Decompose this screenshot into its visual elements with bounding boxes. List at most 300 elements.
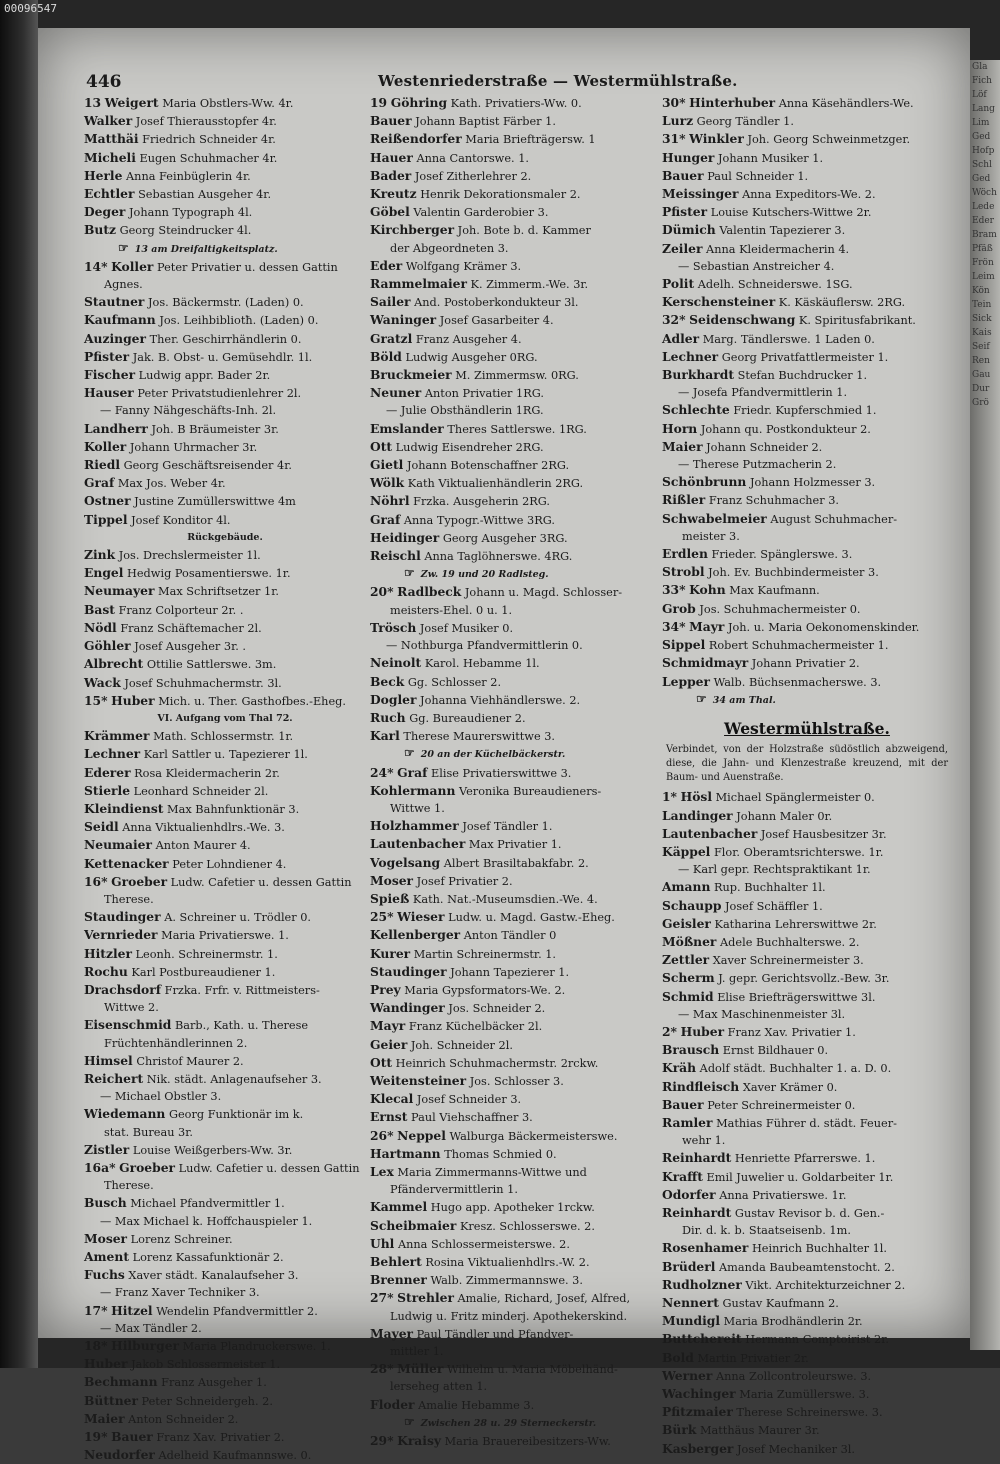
surname: Lautenbacher — [370, 836, 466, 852]
next-page-fragment: Wöch — [972, 188, 997, 198]
surname: Schmidmayr — [662, 655, 749, 671]
entry-details: Franz Xav. Privatier 2. — [156, 1431, 285, 1445]
surname: Krafft — [662, 1168, 703, 1184]
directory-entry — [370, 420, 652, 438]
surname: Walker — [84, 113, 133, 129]
entry-details: Adolf städt. Buchhalter 1. a. D. 0. — [699, 1062, 892, 1076]
directory-entry — [370, 872, 652, 890]
surname: Holzhammer — [370, 818, 459, 834]
entry-continuation: Wittwe 2. — [104, 1001, 159, 1015]
entry-details: Josef Thierausstopfer 4r. — [135, 115, 277, 129]
directory-entry — [370, 384, 652, 402]
surname: Reißendorfer — [370, 131, 462, 147]
surname: Herle — [84, 167, 123, 183]
entry-details: Elise Briefträgerswittwe 3l. — [717, 990, 876, 1004]
directory-entry — [84, 963, 366, 981]
entry-details: Adelheid Kaufmannswe. 0. — [158, 1449, 312, 1463]
entry-details: Rosa Kleidermacherin 2r. — [134, 766, 280, 780]
directory-entry — [662, 1204, 952, 1222]
entry-details: Peter Lohndiener 4. — [172, 857, 287, 871]
surname: Ott — [370, 438, 393, 454]
entry-details: Gg. Schlosser 2. — [407, 675, 502, 689]
entry-details: Ludwig Eisendreher 2RG. — [395, 440, 544, 454]
surname: Maier — [84, 1410, 125, 1426]
directory-entry — [370, 1017, 652, 1035]
surname: Albrecht — [84, 656, 144, 672]
surname: Bold — [662, 1349, 694, 1365]
entry-details: Xaver Schreinermeister 3. — [712, 954, 864, 968]
directory-entry — [84, 1428, 366, 1446]
directory-entry — [370, 709, 652, 727]
house-number: 33* — [662, 582, 686, 598]
entry-details: K. Spiritusfabrikant. — [798, 314, 916, 328]
entry-continuation: Ludwig u. Fritz minderj. Apothekerskind. — [390, 1309, 628, 1323]
surname: Ott — [370, 1054, 393, 1070]
directory-entry — [370, 257, 652, 275]
directory-entry — [84, 926, 366, 944]
directory-entry — [370, 981, 652, 999]
directory-entry — [662, 654, 952, 672]
next-page-edge — [970, 60, 1000, 1350]
entry-details: Paul Tändler und Pfandver- — [416, 1327, 574, 1341]
entry-details: Leonhard Schneider 2l. — [133, 784, 269, 798]
directory-entry — [662, 275, 952, 293]
surname: Rißler — [662, 492, 706, 508]
entry-details: Anna Taglöhnerswe. 4RG. — [424, 550, 573, 564]
entry-details: Anton Maurer 4. — [155, 839, 251, 853]
surname: Busch — [84, 1195, 127, 1211]
surname: Ramler — [662, 1114, 713, 1130]
surname: Fischer — [84, 367, 136, 383]
directory-entry — [84, 456, 366, 474]
next-page-fragment: Kön — [972, 286, 990, 296]
pointing-hand-icon: ☞ — [404, 1414, 415, 1429]
directory-entry — [84, 330, 366, 348]
entry-details: Jak. B. Obst- u. Gemüsehdlr. 1l. — [132, 350, 313, 364]
next-page-fragment: Pfäß — [972, 244, 993, 254]
surname: Eisenschmid — [84, 1017, 172, 1033]
entry-details: Kath. Privatiers-Ww. 0. — [450, 97, 582, 110]
entry-continuation: Agnes. — [104, 278, 143, 292]
directory-entry — [662, 897, 952, 915]
directory-entry — [84, 384, 366, 402]
directory-entry — [662, 1421, 952, 1439]
surname: Göhring — [390, 95, 448, 110]
directory-entry — [370, 1325, 652, 1343]
entry-details: Rup. Buchhalter 1l. — [714, 881, 826, 895]
directory-entry — [370, 492, 652, 510]
entry-details: Hugo app. Apotheker 1rckw. — [430, 1201, 595, 1215]
directory-entry — [662, 112, 952, 130]
directory-entry — [84, 1070, 366, 1088]
pointing-hand-icon: ☞ — [404, 566, 415, 581]
next-page-fragment: Lang — [972, 104, 995, 114]
surname: Schaupp — [662, 897, 722, 913]
entry-details: Leonh. Schreinermstr. 1. — [135, 947, 278, 961]
house-number: 32* — [662, 312, 686, 328]
directory-entry — [662, 366, 952, 384]
entry-details: Louise Kutschers-Wittwe 2r. — [710, 206, 872, 220]
surname: Himsel — [84, 1052, 133, 1068]
entry-continuation: wehr 1. — [682, 1134, 726, 1148]
entry-details: Georg Funktionär im k. — [168, 1108, 304, 1122]
directory-entry — [662, 636, 952, 654]
surname: Drachsdorf — [84, 981, 162, 997]
surname: Micheli — [84, 149, 136, 165]
subsection-label: Rückgebäude. — [187, 531, 263, 543]
surname: Sailer — [370, 294, 411, 310]
directory-entry — [84, 873, 366, 891]
directory-entry — [370, 691, 652, 709]
directory-entry — [370, 945, 652, 963]
entry-details: Wolfgang Krämer 3. — [405, 259, 522, 273]
entry-details: Emil Juwelier u. Goldarbeiter 1r. — [706, 1170, 894, 1184]
next-page-fragment: Grö — [972, 398, 989, 408]
directory-entry — [370, 727, 652, 745]
entry-details: Joh. Schneider 2l. — [410, 1038, 513, 1052]
directory-entry — [370, 1198, 652, 1216]
directory-entry — [370, 1217, 652, 1235]
directory-entry — [370, 1090, 652, 1108]
house-number: 18* — [84, 1338, 108, 1354]
surname: Hartmann — [370, 1145, 441, 1161]
house-number: 29* — [370, 1433, 394, 1449]
surname: Hilburger — [111, 1338, 180, 1354]
surname: Graf — [397, 764, 428, 780]
surname: Bauer — [111, 1429, 153, 1445]
surname: Dogler — [370, 691, 417, 707]
surname: Rammelmaier — [370, 276, 467, 292]
entry-details: Nik. städt. Anlagenaufseher 3. — [146, 1072, 322, 1086]
entry-details: Karl Sattler u. Tapezierer 1l. — [143, 748, 308, 762]
surname: Bader — [370, 167, 412, 183]
corner-stamp: 00096547 — [4, 2, 57, 15]
house-number: 25* — [370, 909, 394, 925]
entry-details: Gustav Revisor b. d. Gen.- — [734, 1206, 885, 1220]
surname: Winkler — [689, 131, 744, 147]
page-number: 446 — [86, 72, 122, 92]
directory-entry — [84, 167, 366, 185]
entry-details: Johann Musiker 1. — [718, 151, 824, 165]
entry-details: Gg. Bureaudiener 2. — [409, 711, 526, 725]
surname: Hunger — [662, 149, 715, 165]
entry-details: Franz Schäftemacher 2l. — [120, 621, 262, 635]
entry-details: Joh. u. Maria Oekonomenskinder. — [727, 620, 920, 634]
directory-entry — [662, 1276, 952, 1294]
entry-details: Joh. Bote b. d. Kammer — [457, 224, 591, 238]
entry-details: K. Käskäuflersw. 2RG. — [778, 296, 906, 310]
directory-entry — [84, 438, 366, 456]
entry-details: Joh. Georg Schweinmetzger. — [747, 133, 911, 147]
entry-details: Therese Maurerswittwe 3. — [403, 730, 556, 744]
entry-details: Louise Weißgerbers-Ww. 3r. — [132, 1143, 293, 1157]
entry-details: Maria Plandruckerswe. 1. — [182, 1340, 331, 1354]
entry-details: Max Schriftsetzer 1r. — [158, 585, 279, 599]
surname: Weigert — [104, 95, 159, 110]
running-title: Westenriederstraße — Westermühlstraße. — [378, 72, 738, 90]
entry-details: Ottilie Sattlerswe. 3m. — [146, 658, 277, 672]
surname: Bürk — [662, 1422, 697, 1438]
surname: Mayer — [370, 1325, 414, 1341]
surname: Kaufmann — [84, 312, 156, 328]
directory-entry — [370, 366, 652, 384]
surname: Weitensteiner — [370, 1072, 467, 1088]
entry-details: Lorenz Kassafunktionär 2. — [132, 1251, 284, 1264]
directory-entry — [84, 1266, 366, 1284]
surname: Graf — [370, 511, 401, 527]
directory-entry — [370, 782, 652, 800]
entry-details: Anna Käsehändlers-We. — [778, 97, 914, 110]
related-entry: — Max Michael k. Hoffchauspieler 1. — [100, 1214, 313, 1228]
entry-details: Peter Privatier u. dessen Gattin — [157, 260, 338, 274]
house-number: 16* — [84, 873, 108, 889]
directory-entry — [662, 969, 952, 987]
entry-continuation: Therese. — [104, 1179, 154, 1193]
pointing-hand-icon: ☞ — [404, 746, 415, 761]
entry-details: Peter Schreinermeister 0. — [707, 1098, 856, 1112]
related-entry: — Franz Xaver Techniker 3. — [100, 1286, 260, 1300]
book-spine — [0, 0, 38, 1368]
entry-details: Stefan Buchdrucker 1. — [737, 369, 868, 383]
directory-entry — [662, 545, 952, 563]
entry-details: Robert Schuhmachermeister 1. — [708, 639, 889, 653]
entry-details: Walb. Zimmermannswe. 3. — [430, 1274, 583, 1288]
surname: Hösl — [680, 789, 713, 805]
directory-entry — [370, 908, 652, 926]
entry-details: Walburga Bäckermeisterswe. — [449, 1129, 618, 1143]
entry-details: Vikt. Architekturzeichner 2. — [745, 1278, 906, 1292]
surname: Eder — [370, 257, 403, 273]
cross-reference — [370, 745, 652, 763]
surname: Schwabelmeier — [662, 510, 767, 526]
entry-details: Friedrich Schneider 4r. — [142, 133, 276, 147]
surname: Auzinger — [84, 330, 146, 346]
directory-entry — [84, 203, 366, 221]
entry-details: Georg Geschäftsreisender 4r. — [123, 459, 292, 473]
house-number: 24* — [370, 764, 394, 780]
entry-details: Sebastian Ausgeher 4r. — [138, 188, 272, 202]
surname: Hitzler — [84, 945, 132, 961]
directory-entry — [84, 619, 366, 637]
surname: Neudorfer — [84, 1447, 155, 1463]
surname: Huber — [680, 1023, 725, 1039]
surname: Wieser — [397, 909, 445, 925]
surname: Kreutz — [370, 186, 417, 202]
entry-details: Franz Schuhmacher 3. — [708, 494, 840, 508]
entry-details: Kath. Nat.-Museumsdien.-We. 4. — [412, 892, 598, 906]
directory-entry — [370, 203, 652, 221]
entry-details: Johann Botenschaffner 2RG. — [406, 459, 570, 473]
directory-entry — [662, 878, 952, 896]
directory-entry — [370, 1163, 652, 1181]
pointing-hand-icon: ☞ — [118, 240, 129, 255]
surname: Schlechte — [662, 402, 730, 418]
house-number: 31* — [662, 131, 686, 147]
entry-details: Ernst Bildhauer 0. — [722, 1044, 829, 1058]
directory-entry — [662, 915, 952, 933]
directory-entry — [84, 782, 366, 800]
entry-details: A. Schreiner u. Trödler 0. — [164, 911, 312, 925]
surname: Ernst — [370, 1109, 408, 1125]
entry-details: Maria Briefträgersw. 1 — [465, 133, 596, 147]
surname: Geier — [370, 1036, 408, 1052]
surname: Huber — [111, 692, 155, 708]
directory-entry — [662, 1041, 952, 1059]
entry-details: Anton Schneider 2. — [128, 1412, 239, 1426]
directory-entry — [662, 203, 952, 221]
entry-details: J. gepr. Gerichtsvollz.-Bew. 3r. — [718, 972, 890, 986]
surname: Lex — [370, 1163, 394, 1179]
directory-entry — [662, 563, 952, 581]
entry-details: Justine Zumüllerswittwe 4m — [134, 495, 296, 509]
surname: Stierle — [84, 782, 131, 798]
directory-entry — [370, 619, 652, 637]
entry-details: Michael Spänglermeister 0. — [715, 791, 875, 805]
entry-continuation: meister 3. — [682, 529, 740, 543]
entry-details: Ludw. Cafetier u. dessen Gattin — [178, 1161, 360, 1175]
directory-entry — [662, 788, 952, 806]
directory-entry — [662, 1349, 952, 1367]
entry-details: Barb., Kath. u. Therese — [174, 1019, 309, 1033]
related-entry: — Karl gepr. Rechtspraktikant 1r. — [678, 863, 871, 877]
surname: Hinterhuber — [689, 95, 776, 110]
section-description: Verbindet, von der Holzstraße südöstlich abzweigend, diese, die Jahn- und Klenzestraße kreuzend, mit der Baum- und Auenstraße. — [666, 743, 948, 783]
surname: Rochu — [84, 963, 128, 979]
surname: Wiedemann — [84, 1106, 166, 1122]
surname: Klecal — [370, 1091, 414, 1107]
surname: Göbel — [370, 204, 410, 220]
surname: Kellenberger — [370, 927, 461, 943]
entry-details: Georg Tändler 1. — [696, 115, 794, 129]
directory-entry — [370, 311, 652, 329]
directory-entry — [84, 258, 366, 276]
surname: Zink — [84, 547, 116, 563]
directory-entry — [84, 655, 366, 673]
entry-details: Maria Zumüllerswe. 3. — [739, 1388, 870, 1401]
entry-details: Anna Kleidermacherin 4. — [706, 242, 850, 256]
directory-entry — [662, 293, 952, 311]
entry-details: Max Kaufmann. — [729, 584, 820, 598]
directory-entry — [370, 1271, 652, 1289]
directory-entry — [84, 1194, 366, 1212]
entry-continuation: der Abgeordneten 3. — [390, 241, 509, 255]
directory-entry — [84, 293, 366, 311]
entry-details: Georg Ausgeher 3RG. — [442, 531, 568, 545]
entry-details: Eugen Schuhmacher 4r. — [139, 151, 278, 165]
directory-entry — [370, 112, 652, 130]
next-page-fragment: Eder — [972, 216, 994, 226]
related-entry: — Michael Obstler 3. — [100, 1090, 222, 1104]
directory-entry — [84, 601, 366, 619]
entry-details: Anna Feinbüglerin 4r. — [126, 169, 251, 183]
directory-entry — [370, 456, 652, 474]
directory-entry — [662, 1023, 952, 1041]
entry-details: Christof Maurer 2. — [136, 1054, 244, 1068]
directory-entry — [662, 673, 952, 691]
entry-details: Elise Privatierswittwe 3. — [430, 766, 572, 780]
directory-entry — [370, 275, 652, 293]
next-page-fragment: Gau — [972, 370, 991, 380]
entry-details: Xaver Krämer 0. — [742, 1080, 838, 1094]
cross-reference — [84, 240, 366, 258]
next-page-fragment: Bram — [972, 230, 997, 240]
house-number: 19 — [370, 95, 388, 110]
directory-entry — [84, 1105, 366, 1123]
directory-entry — [370, 130, 652, 148]
entry-details: Henrik Dekorationsmaler 2. — [420, 188, 581, 202]
entry-details: Jos. Schuhmachermeister 0. — [699, 602, 861, 616]
entry-details: Franz Xav. Privatier 1. — [727, 1025, 856, 1039]
house-number: 17* — [84, 1302, 108, 1318]
entry-details: Paul Schneider 1. — [707, 169, 809, 183]
directory-entry — [662, 1149, 952, 1167]
directory-entry — [370, 1432, 652, 1450]
entry-continuation: mittler 1. — [390, 1345, 444, 1359]
column-2 — [370, 94, 652, 1449]
surname: Radlbeck — [397, 584, 462, 600]
directory-entry — [370, 1036, 652, 1054]
surname: Mundigl — [662, 1313, 721, 1329]
directory-entry — [662, 1168, 952, 1186]
entry-details: Franz Küchelbäcker 2l. — [408, 1020, 543, 1034]
entry-continuation: Wittwe 1. — [390, 801, 445, 815]
directory-entry — [84, 800, 366, 818]
surname: Koller — [84, 438, 127, 454]
directory-entry — [662, 618, 952, 636]
entry-details: Johann Privatier 2. — [751, 657, 860, 671]
directory-entry — [370, 764, 652, 782]
entry-details: Maria Brauereibesitzers-Ww. — [444, 1435, 611, 1449]
surname: Pfitzmaier — [662, 1404, 733, 1420]
entry-details: Josef Mechaniker 3l. — [736, 1442, 855, 1456]
next-page-fragment: Seif — [972, 342, 990, 352]
surname: Staudinger — [370, 963, 447, 979]
entry-details: Anna Viktualienhdlrs.-We. 3. — [122, 821, 285, 835]
entry-details: Max Jos. Weber 4r. — [117, 477, 226, 491]
entry-details: Flor. Oberamtsrichterswe. 1r. — [713, 845, 884, 859]
entry-details: Anna Zollcontroleurswe. 3. — [715, 1369, 872, 1383]
entry-details: Karl Postbureaudiener 1. — [131, 965, 276, 979]
house-number: 34* — [662, 618, 686, 634]
entry-details: Johann Schneider 2. — [706, 440, 823, 454]
house-number: 15* — [84, 692, 108, 708]
directory-entry — [370, 963, 652, 981]
entry-details: Michael Pfandvermittler 1. — [130, 1197, 285, 1211]
surname: Behlert — [370, 1254, 422, 1269]
entry-details: Paul Viehschaffner 3. — [411, 1111, 533, 1125]
next-page-fragment: Schl — [972, 160, 992, 170]
directory-entry — [84, 185, 366, 203]
next-page-fragment: Frön — [972, 258, 994, 268]
directory-entry — [84, 511, 366, 529]
entry-details: Heinrich Buchhalter 1l. — [751, 1242, 887, 1256]
surname: Pfister — [662, 204, 708, 220]
directory-entry — [662, 167, 952, 185]
next-page-fragment: Tein — [972, 300, 992, 310]
surname: Bauer — [370, 113, 412, 129]
surname: Kasberger — [662, 1440, 734, 1456]
directory-entry — [662, 988, 952, 1006]
surname: Emslander — [370, 420, 444, 436]
entry-details: Anna Privatierswe. 1r. — [719, 1188, 847, 1202]
entry-details: Mathias Führer d. städt. Feuer- — [716, 1116, 897, 1130]
directory-entry — [84, 1446, 366, 1464]
entry-details: Josef Gasarbeiter 4. — [439, 314, 554, 328]
directory-entry — [84, 1302, 366, 1320]
surname: Ederer — [84, 764, 131, 780]
surname: Koller — [111, 258, 154, 274]
surname: Brausch — [662, 1042, 720, 1058]
